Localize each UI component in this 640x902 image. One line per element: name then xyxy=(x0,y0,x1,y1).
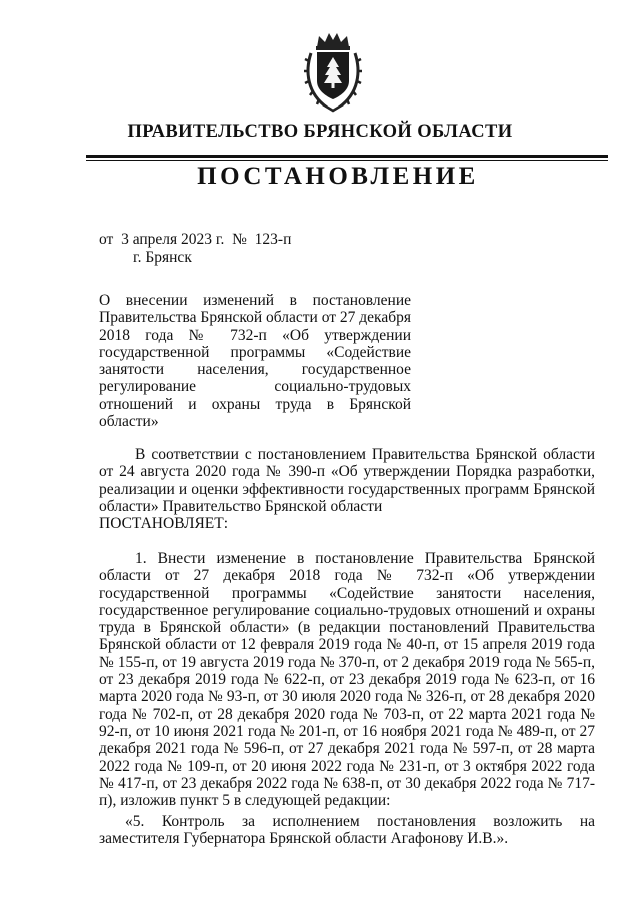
coat-of-arms-emblem xyxy=(303,31,363,113)
clause-1-paragraph: 1. Внести изменение в постановление Правительства Брянской области от 27 декабря 2018 года № 732-п «Об утверждении государственной программы «Содействие занятости населения, государственное регулирование социально-трудовых отношений и охраны труда в Брянской области» (в редакции постановлений Правительства Брянской области от 12 февраля 2019 года № 40-п, от 15 апреля 2019 года № 155-п, от 19 августа 2019 года № 370-п, от 2 декабря 2019 года № 565-п, от 23 декабря 2019 года № 622-п, от 23 декабря 2019 года № 623-п, от 16 марта 2020 года № 93-п, от 30 июля 2020 года № 326-п, от 28 декабря 2020 года № 702-п, от 28 декабря 2020 года № 703-п, от 22 марта 2021 года № 92-п, от 10 июня 2021 года № 201-п, от 16 ноября 2021 года № 489-п, от 27 декабря 2021 года № 596-п, от 27 декабря 2021 года № 597-п, от 28 марта 2022 года № 109-п, от 20 июня 2022 года № 231-п, от 3 октября 2022 года № 417-п, от 23 декабря 2022 года № 638-п, от 30 декабря 2022 года № 717-п), изложив пункт 5 в следующей редакции: xyxy=(99,550,595,810)
preamble-paragraph: В соответствии с постановлением Правительства Брянской области от 24 августа 2020 года № 390-п «Об утверждении Порядка разработки, реализации и оценки эффективности государственных программ Брянской области» Правительство Брянской области xyxy=(99,446,595,515)
header-divider-thin xyxy=(86,160,608,161)
header-divider-thick xyxy=(86,155,608,158)
date-number-line: от 3 апреля 2023 г. № 123-п xyxy=(99,231,292,248)
resolve-heading: ПОСТАНОВЛЯЕТ: xyxy=(99,515,229,532)
city-name: г. Брянск xyxy=(133,249,192,266)
clause-5-quote-paragraph: «5. Контроль за исполнением постановления возложить на заместителя Губернатора Брянской области Агафонову И.В.». xyxy=(99,813,595,848)
government-name: ПРАВИТЕЛЬСТВО БРЯНСКОЙ ОБЛАСТИ xyxy=(127,122,513,142)
document-subject: О внесении изменений в постановление Правительства Брянской области от 27 декабря 2018 года № 732-п «Об утверждении государственной программы «Содействие занятости населения, государственное регулирование социально-трудовых отношений и охраны труда в Брянской области» xyxy=(99,292,411,431)
document-type-title: ПОСТАНОВЛЕНИЕ xyxy=(197,163,479,190)
